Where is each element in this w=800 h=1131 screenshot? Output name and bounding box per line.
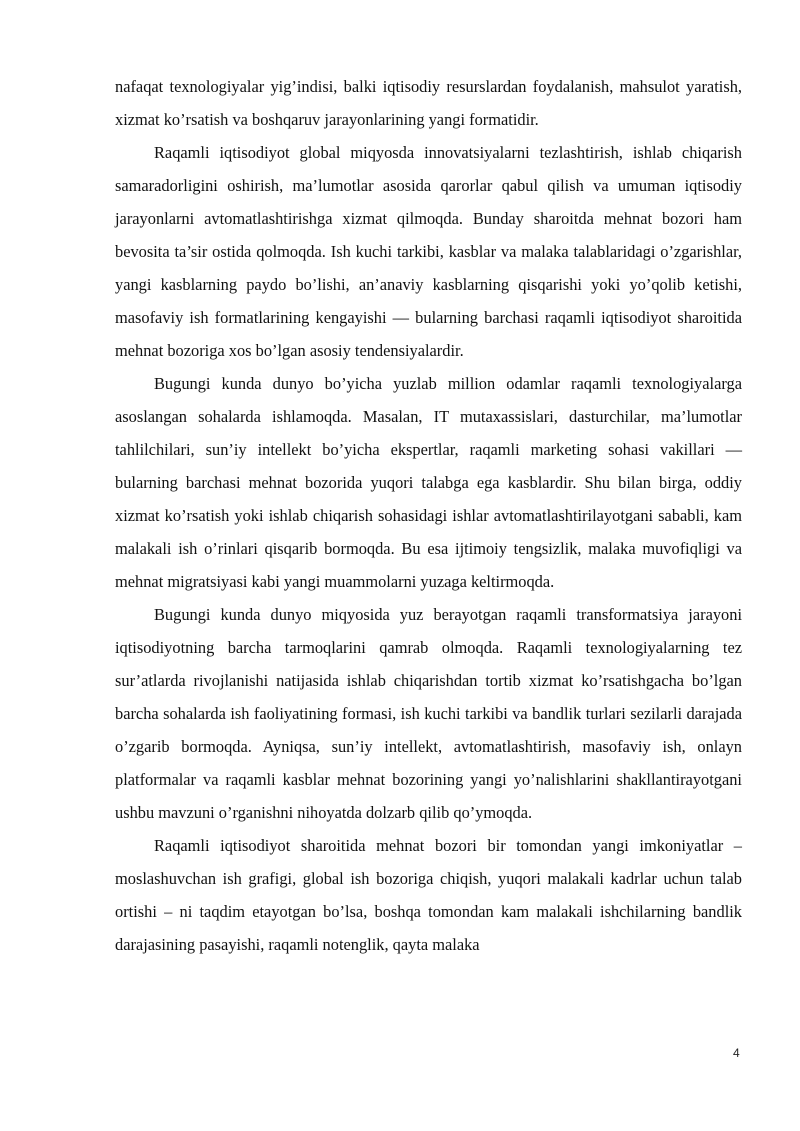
- paragraph-labor-market: Raqamli iqtisodiyot sharoitida mehnat bozori bir tomondan yangi imkoniyatlar – moslashuvchan ish grafigi, global ish bozoriga chiqish, yuqori malakali kadrlar uchun talab ortishi – ni taqdim etayotgan bo’lsa, boshqa tomondan kam malakali ishchilarning bandlik darajasining pasayishi, raqamli notenglik, qayta malaka: [115, 836, 742, 954]
- paragraph-digital-economy: Raqamli iqtisodiyot global miqyosda innovatsiyalarni tezlashtirish, ishlab chiqarish samaradorligini oshirish, ma’lumotlar asosida qarorlar qabul qilish va umuman iqtisodiy jarayonlarni avtomatlashtirishga xizmat qilmoqda. Bunday sharoitda mehnat bozori ham bevosita ta’sir ostida qolmoqda. Ish kuchi tarkibi, kasblar va malaka talablaridagi o’zgarishlar, yangi kasblarning paydo bo’lishi, an’anaviy kasblarning qisqarishi yoki yo’qolib ketishi, masofaviy ish formatlarining kengayishi — bularning barchasi raqamli iqtisodiyot sharoitida mehnat bozoriga xos bo’lgan asosiy tendensiyalardir.: [115, 143, 742, 360]
- document-page: [115, 70, 742, 961]
- paragraph-digital-professions: Bugungi kunda dunyo bo’yicha yuzlab million odamlar raqamli texnologiyalarga asoslangan sohalarda ishlamoqda. Masalan, IT mutaxassislari, dasturchilar, ma’lumotlar tahlilchilari, sun’iy intellekt bo’yicha ekspertlar, raqamli marketing sohasi vakillari — bularning barchasi mehnat bozorida yuqori talabga ega kasblardir. Shu bilan birga, oddiy xizmat ko’rsatish yoki ishlab chiqarish sohasidagi ishlar avtomatlashtirilayotgani sababli, kam malakali ish o’rinlari qisqarib bormoqda. Bu esa ijtimoiy tengsizlik, malaka muvofiqligi va mehnat migratsiyasi kabi yangi muammolarni yuzaga keltirmoqda.: [115, 374, 742, 591]
- paragraph-continuation: nafaqat texnologiyalar yig’indisi, balki iqtisodiy resurslardan foydalanish, mahsulot yaratish, xizmat ko’rsatish va boshqaruv jarayonlarining yangi formatidir.: [115, 77, 742, 129]
- page-number: 4: [733, 1046, 740, 1060]
- paragraph-digital-transformation: Bugungi kunda dunyo miqyosida yuz berayotgan raqamli transformatsiya jarayoni iqtisodiyotning barcha tarmoqlarini qamrab olmoqda. Raqamli texnologiyalarning tez sur’atlarda rivojlanishi natijasida ishlab chiqarishdan tortib xizmat ko’rsatishgacha bo’lgan barcha sohalarda ish faoliyatining formasi, ish kuchi tarkibi va bandlik turlari sezilarli darajada o’zgarib bormoqda. Ayniqsa, sun’iy intellekt, avtomatlashtirish, masofaviy ish, onlayn platformalar va raqamli kasblar mehnat bozorining yangi yo’nalishlarini shakllantirayotgani ushbu mavzuni o’rganishni nihoyatda dolzarb qilib qo’ymoqda.: [115, 605, 742, 822]
